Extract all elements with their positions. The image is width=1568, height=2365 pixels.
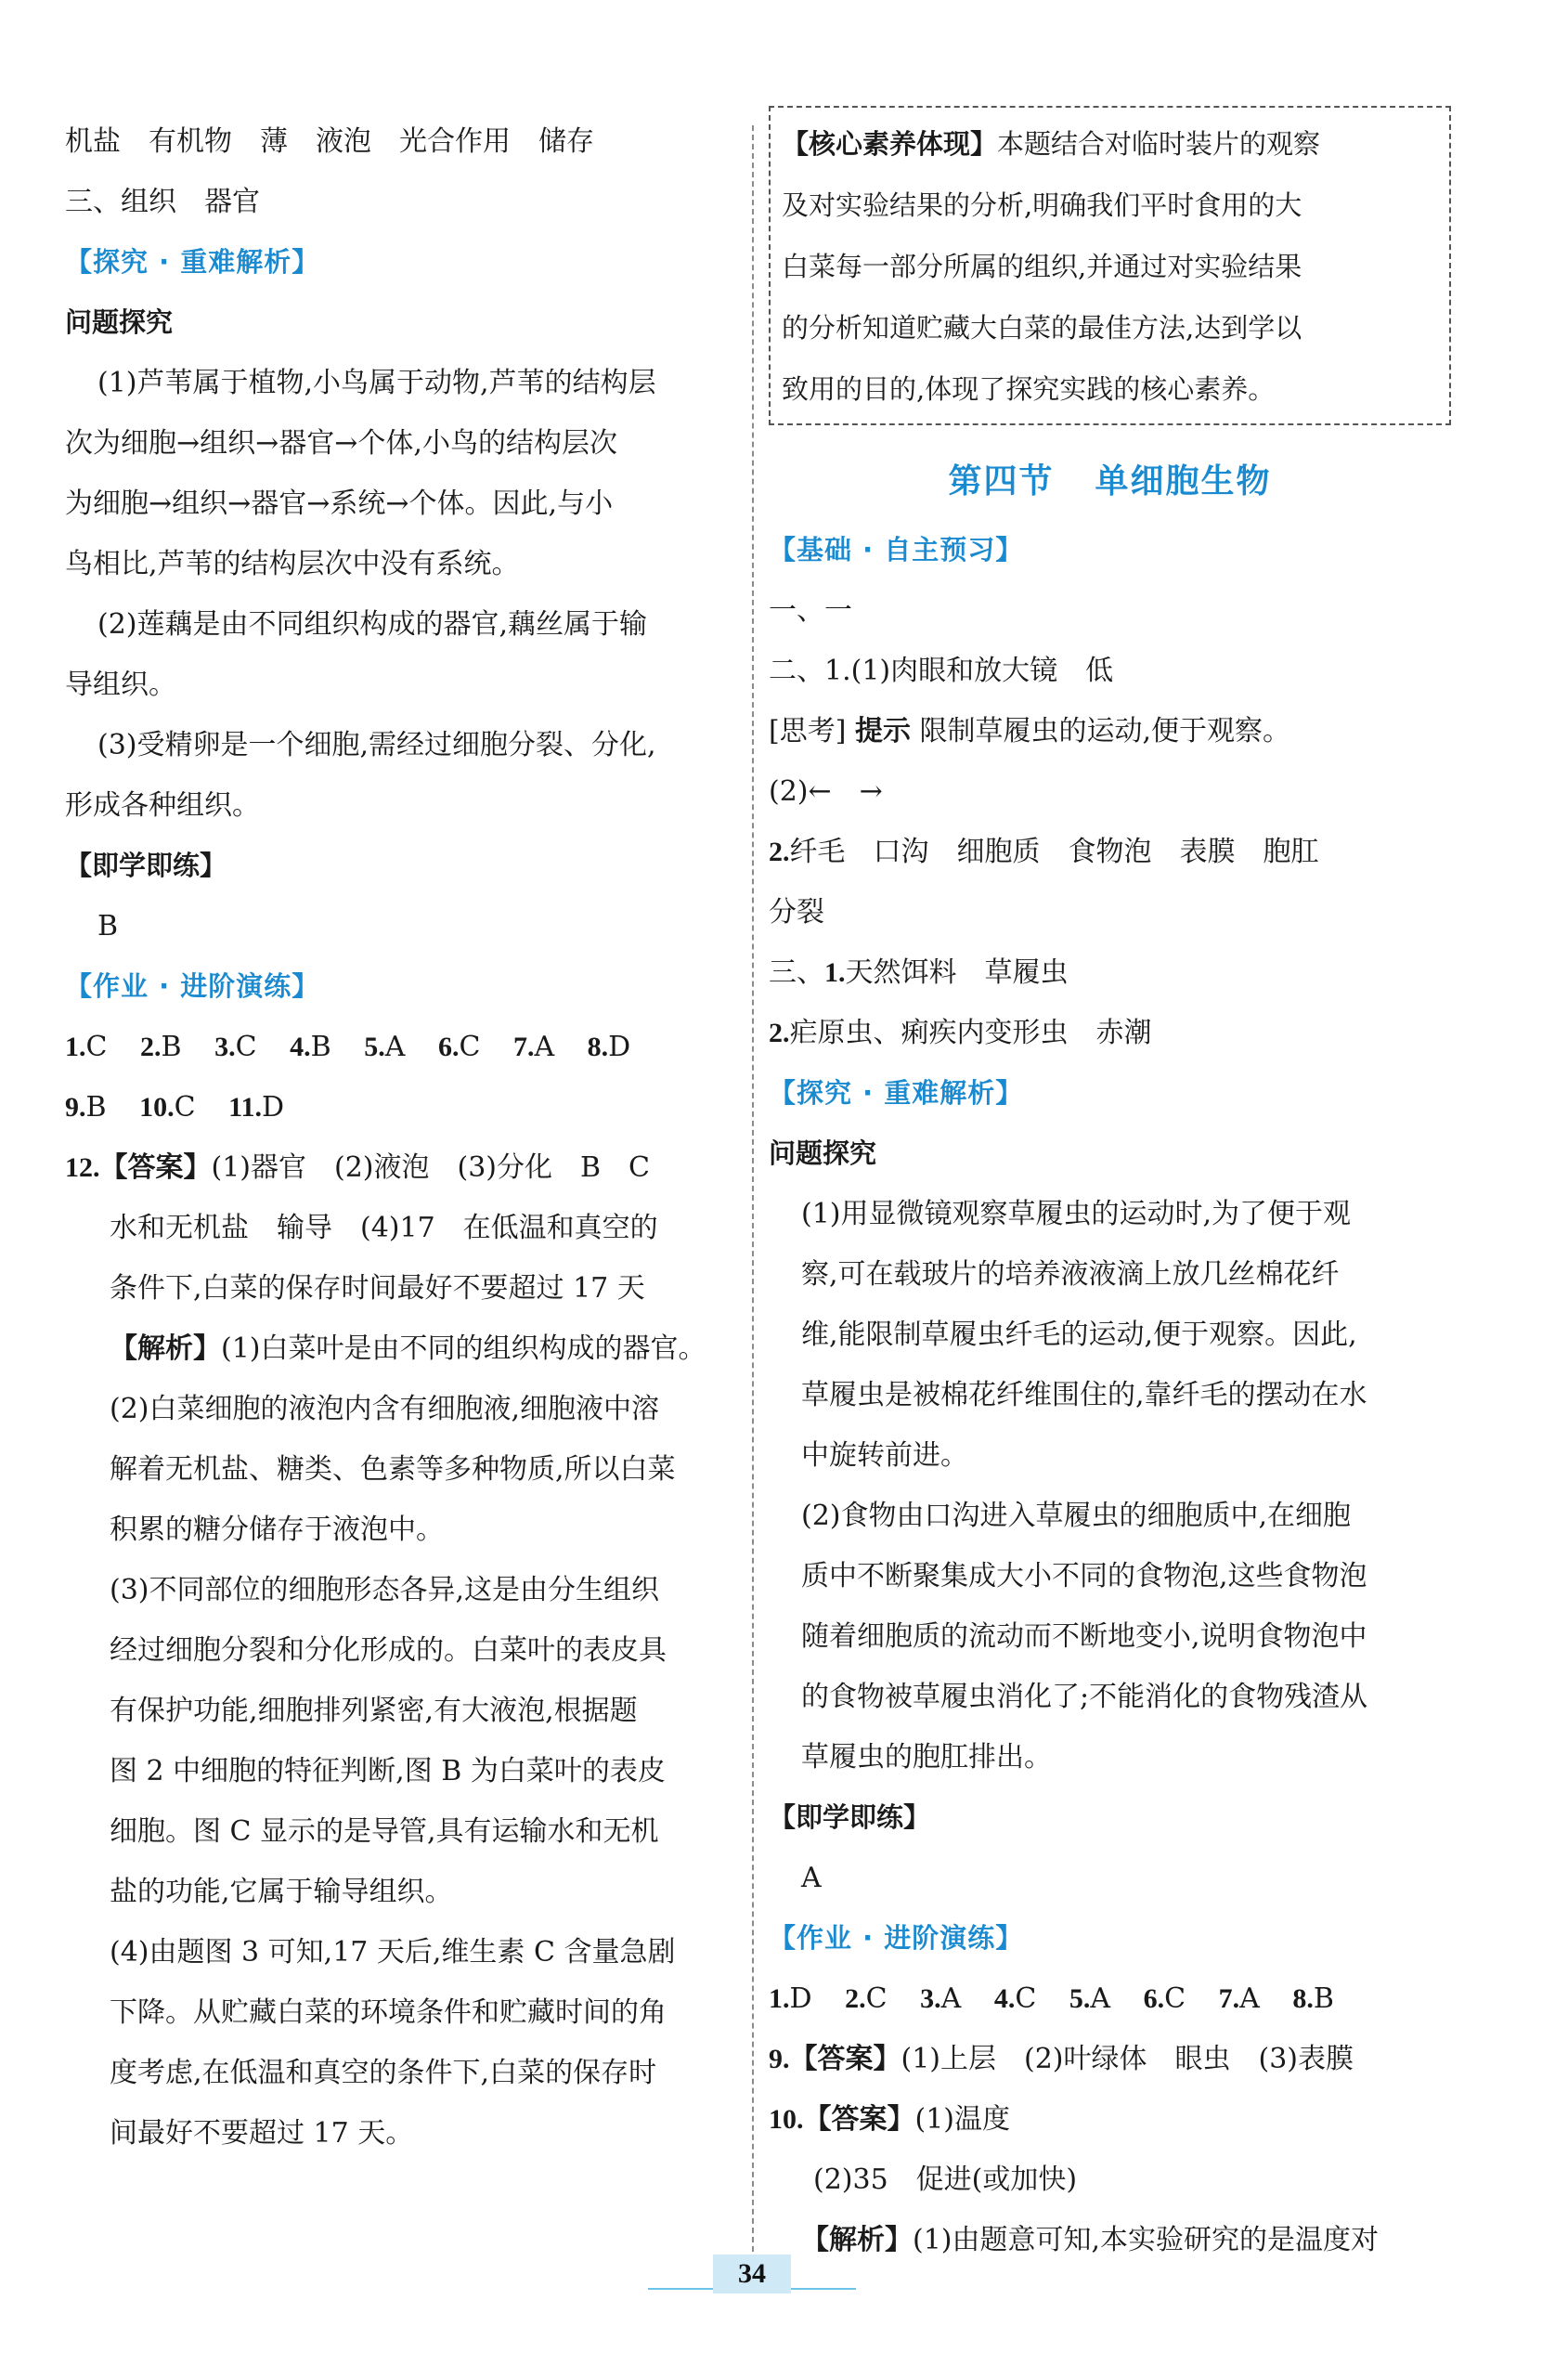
right-column: [769, 111, 1451, 2270]
text-line: 的分析知道贮藏大白菜的最佳方法,达到学以: [782, 312, 1302, 344]
section-title: 第四节 单细胞生物: [948, 461, 1272, 500]
page-number: 34: [713, 2255, 791, 2294]
heading-jixue: 【即学即练】: [769, 1801, 931, 1833]
text-line: (2)← →: [769, 775, 883, 808]
text-line: (3)不同部位的细胞形态各异,这是由分生组织: [110, 1574, 660, 1606]
text-line: 质中不断聚集成大小不同的食物泡,这些食物泡: [801, 1560, 1367, 1592]
q9-answer-line: 9.【答案】(1)上层 (2)叶绿体 眼虫 (3)表膜: [769, 2043, 1354, 2075]
text-line: 察,可在载玻片的培养液液滴上放几丝棉花纤: [801, 1258, 1340, 1291]
text-line: 草履虫的胞肛排出。: [801, 1741, 1052, 1774]
text-line: 一、一: [769, 594, 852, 627]
text-line: 的食物被草履虫消化了;不能消化的食物残渣从: [801, 1681, 1368, 1713]
text-line: 2.纤毛 口沟 细胞质 食物泡 表膜 胞肛: [769, 836, 1319, 868]
text-line: 水和无机盐 输导 (4)17 在低温和真空的: [110, 1212, 658, 1244]
text-line: 维,能限制草履虫纤毛的运动,便于观察。因此,: [801, 1319, 1357, 1351]
section-tag-zuoye: 【作业 · 进阶演练】: [769, 1922, 1024, 1954]
text-line: 致用的目的,体现了探究实践的核心素养。: [782, 373, 1276, 405]
text-line: (4)由题图 3 可知,17 天后,维生素 C 含量急剧: [110, 1936, 676, 1969]
text-line: 解着无机盐、糖类、色素等多种物质,所以白菜: [110, 1453, 676, 1486]
heading-wenti: 问题探究: [769, 1137, 877, 1169]
text-line: (1)芦苇属于植物,小鸟属于动物,芦苇的结构层: [97, 367, 656, 399]
text-line: 盐的功能,它属于输导组织。: [110, 1876, 453, 1908]
text-line: 次为细胞→组织→器官→个体,小鸟的结构层次: [65, 427, 617, 460]
text-line: 形成各种组织。: [65, 789, 260, 822]
text-line: (1)用显微镜观察草履虫的运动时,为了便于观: [801, 1198, 1352, 1230]
jiexi-line: 【解析】(1)白菜叶是由不同的组织构成的器官。: [110, 1332, 706, 1365]
answer-line: 三、组织 器官: [65, 186, 260, 218]
text-line: 随着细胞质的流动而不断地变小,说明食物泡中: [801, 1620, 1367, 1653]
section-tag-zuoye: 【作业 · 进阶演练】: [65, 970, 320, 1002]
text-line: 下降。从贮藏白菜的环境条件和贮藏时间的角: [110, 1996, 667, 2029]
text-line: 为细胞→组织→器官→系统→个体。因此,与小: [65, 487, 614, 520]
heading-wenti: 问题探究: [65, 306, 174, 338]
section-tag-jichu: 【基础 · 自主预习】: [769, 534, 1024, 565]
text-line: 三、1.天然饵料 草履虫: [769, 956, 1069, 989]
jixue-answer: B: [97, 910, 119, 942]
answer-row: 9.B 10.C 11.D: [65, 1091, 285, 1124]
text-line: 及对实验结果的分析,明确我们平时食用的大: [782, 189, 1302, 221]
left-column: [65, 111, 743, 2164]
jixue-answer: A: [801, 1862, 822, 1894]
heading-jixue: 【即学即练】: [65, 850, 227, 881]
text-line: 间最好不要超过 17 天。: [110, 2117, 414, 2150]
answer-line: 机盐 有机物 薄 液泡 光合作用 储存: [65, 125, 594, 158]
text-line: (2)莲藕是由不同组织构成的器官,藕丝属于输: [97, 608, 648, 641]
text-line: (2)35 促进(或加快): [813, 2164, 1078, 2196]
text-line: 中旋转前进。: [801, 1439, 968, 1472]
text-line: 细胞。图 C 显示的是导管,具有运输水和无机: [110, 1815, 659, 1848]
q12-answer-line: 12.【答案】(1)器官 (2)液泡 (3)分化 B C: [65, 1151, 650, 1184]
sikao-line: [思考] 提示 限制草履虫的运动,便于观察。: [769, 715, 1291, 747]
text-line: 草履虫是被棉花纤维围住的,靠纤毛的摆动在水: [801, 1379, 1367, 1411]
text-line: 条件下,白菜的保存时间最好不要超过 17 天: [110, 1272, 645, 1305]
text-line: 分裂: [769, 896, 824, 929]
text-line: 有保护功能,细胞排列紧密,有大液泡,根据题: [110, 1695, 638, 1727]
column-divider: [752, 125, 754, 2261]
text-line: 白菜每一部分所属的组织,并通过对实验结果: [782, 251, 1302, 282]
text-line: 积累的糖分储存于液泡中。: [110, 1514, 444, 1546]
core-literacy-box: [769, 106, 1451, 425]
section-tag-tanjiu: 【探究 · 重难解析】: [65, 246, 320, 278]
text-line: 【核心素养体现】本题结合对临时装片的观察: [782, 128, 1321, 160]
q10-answer-line: 10.【答案】(1)温度: [769, 2103, 1010, 2136]
text-line: 二、1.(1)肉眼和放大镜 低: [769, 655, 1114, 687]
text-line: (2)食物由口沟进入草履虫的细胞质中,在细胞: [801, 1500, 1352, 1532]
text-line: 图 2 中细胞的特征判断,图 B 为白菜叶的表皮: [110, 1755, 666, 1787]
text-line: (3)受精卵是一个细胞,需经过细胞分裂、分化,: [97, 729, 656, 761]
answer-row: 1.C 2.B 3.C 4.B 5.A 6.C 7.A 8.D: [65, 1031, 631, 1063]
text-line: 2.疟原虫、痢疾内变形虫 赤潮: [769, 1017, 1152, 1049]
text-line: 度考虑,在低温和真空的条件下,白菜的保存时: [110, 2057, 657, 2089]
answer-row: 1.D 2.C 3.A 4.C 5.A 6.C 7.A 8.B: [769, 1982, 1334, 2015]
section-tag-tanjiu: 【探究 · 重难解析】: [769, 1077, 1024, 1109]
jiexi-line: 【解析】(1)由题意可知,本实验研究的是温度对: [801, 2224, 1380, 2256]
text-line: (2)白菜细胞的液泡内含有细胞液,细胞液中溶: [110, 1393, 660, 1425]
text-line: 经过细胞分裂和分化形成的。白菜叶的表皮具: [110, 1634, 667, 1667]
text-line: 导组织。: [65, 669, 176, 701]
text-line: 鸟相比,芦苇的结构层次中没有系统。: [65, 548, 520, 580]
